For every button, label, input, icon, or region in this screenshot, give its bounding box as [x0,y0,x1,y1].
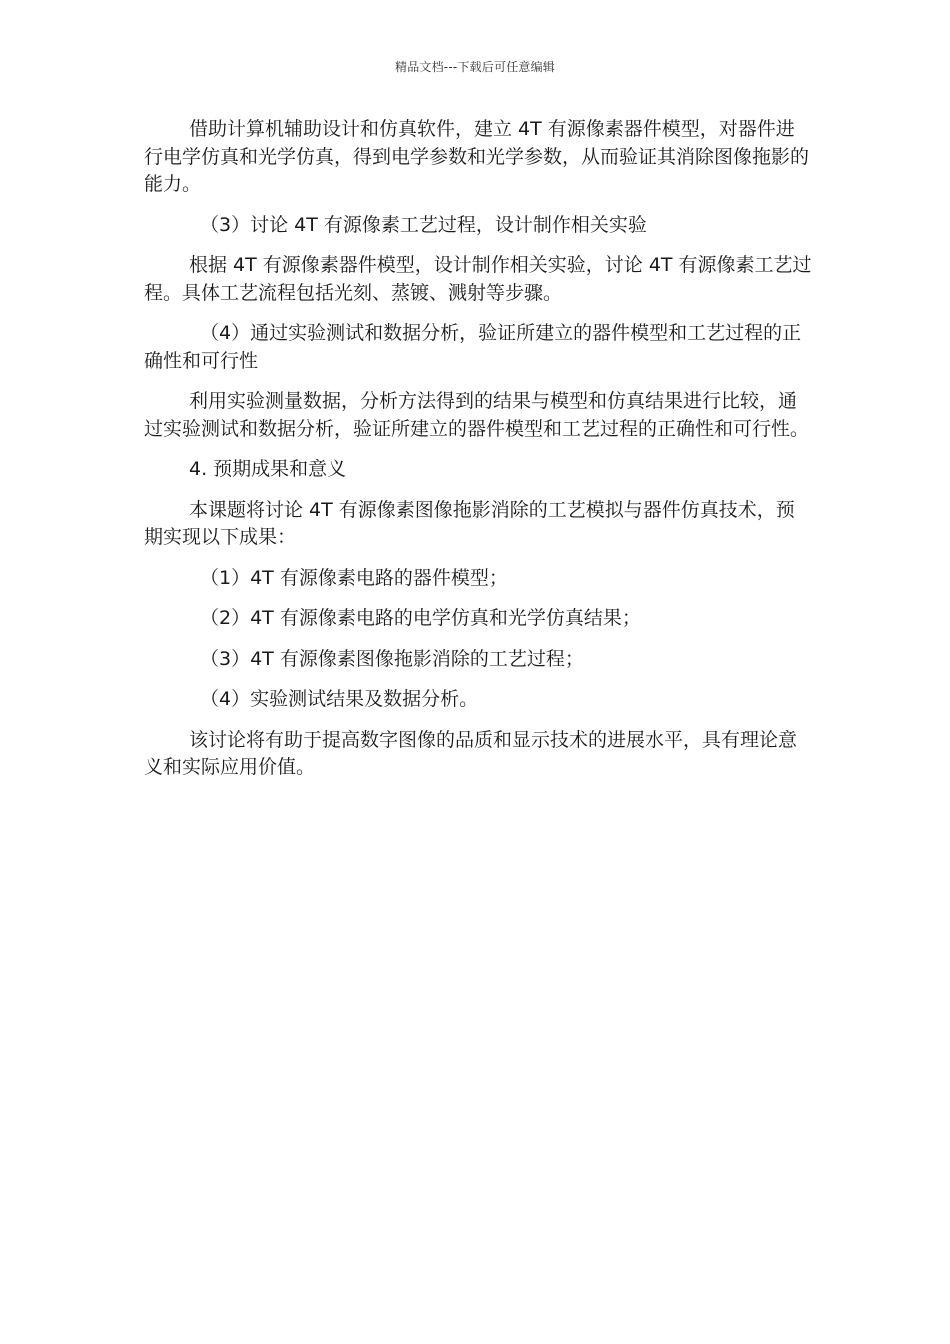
document-body [144,116,812,782]
paragraph-simulation: 借助计算机辅助设计和仿真软件，建立 4T 有源像素器件模型，对器件进行电学仿真和光学仿真，得到电学参数和光学参数，从而验证其消除图像拖影的能力。 [144,118,810,195]
result-item-3: （3）4T 有源像素图像拖影消除的工艺过程； [200,647,584,670]
item-3-heading: （3）讨论 4T 有源像素工艺过程，设计制作相关实验 [200,213,647,236]
item-4-heading: （4）通过实验测试和数据分析，验证所建立的器件模型和工艺过程的正确性和可行性 [144,322,802,372]
section-heading-expected-results: 4. 预期成果和意义 [189,458,347,480]
result-item-4: （4）实验测试结果及数据分析。 [200,688,479,710]
paragraph-process: 根据 4T 有源像素器件模型，设计制作相关实验，讨论 4T 有源像素工艺过程。具体工艺流程包括光刻、蒸镀、溅射等步骤。 [144,254,812,304]
paragraph-significance: 该讨论将有助于提高数字图像的品质和显示技术的进展水平，具有理论意义和实际应用价值。 [144,728,798,778]
paragraph-expected-intro: 本课题将讨论 4T 有源像素图像拖影消除的工艺模拟与器件仿真技术，预期实现以下成果： [144,498,795,548]
page-header: 精品文档---下载后可任意编辑 [395,60,555,74]
result-item-1: （1）4T 有源像素电路的器件模型； [200,566,508,589]
paragraph-verification: 利用实验测量数据，分析方法得到的结果与模型和仿真结果进行比较，通过实验测试和数据分析，验证所建立的器件模型和工艺过程的正确性和可行性。 [144,390,810,440]
result-item-2: （2）4T 有源像素电路的电学仿真和光学仿真结果； [200,607,641,629]
